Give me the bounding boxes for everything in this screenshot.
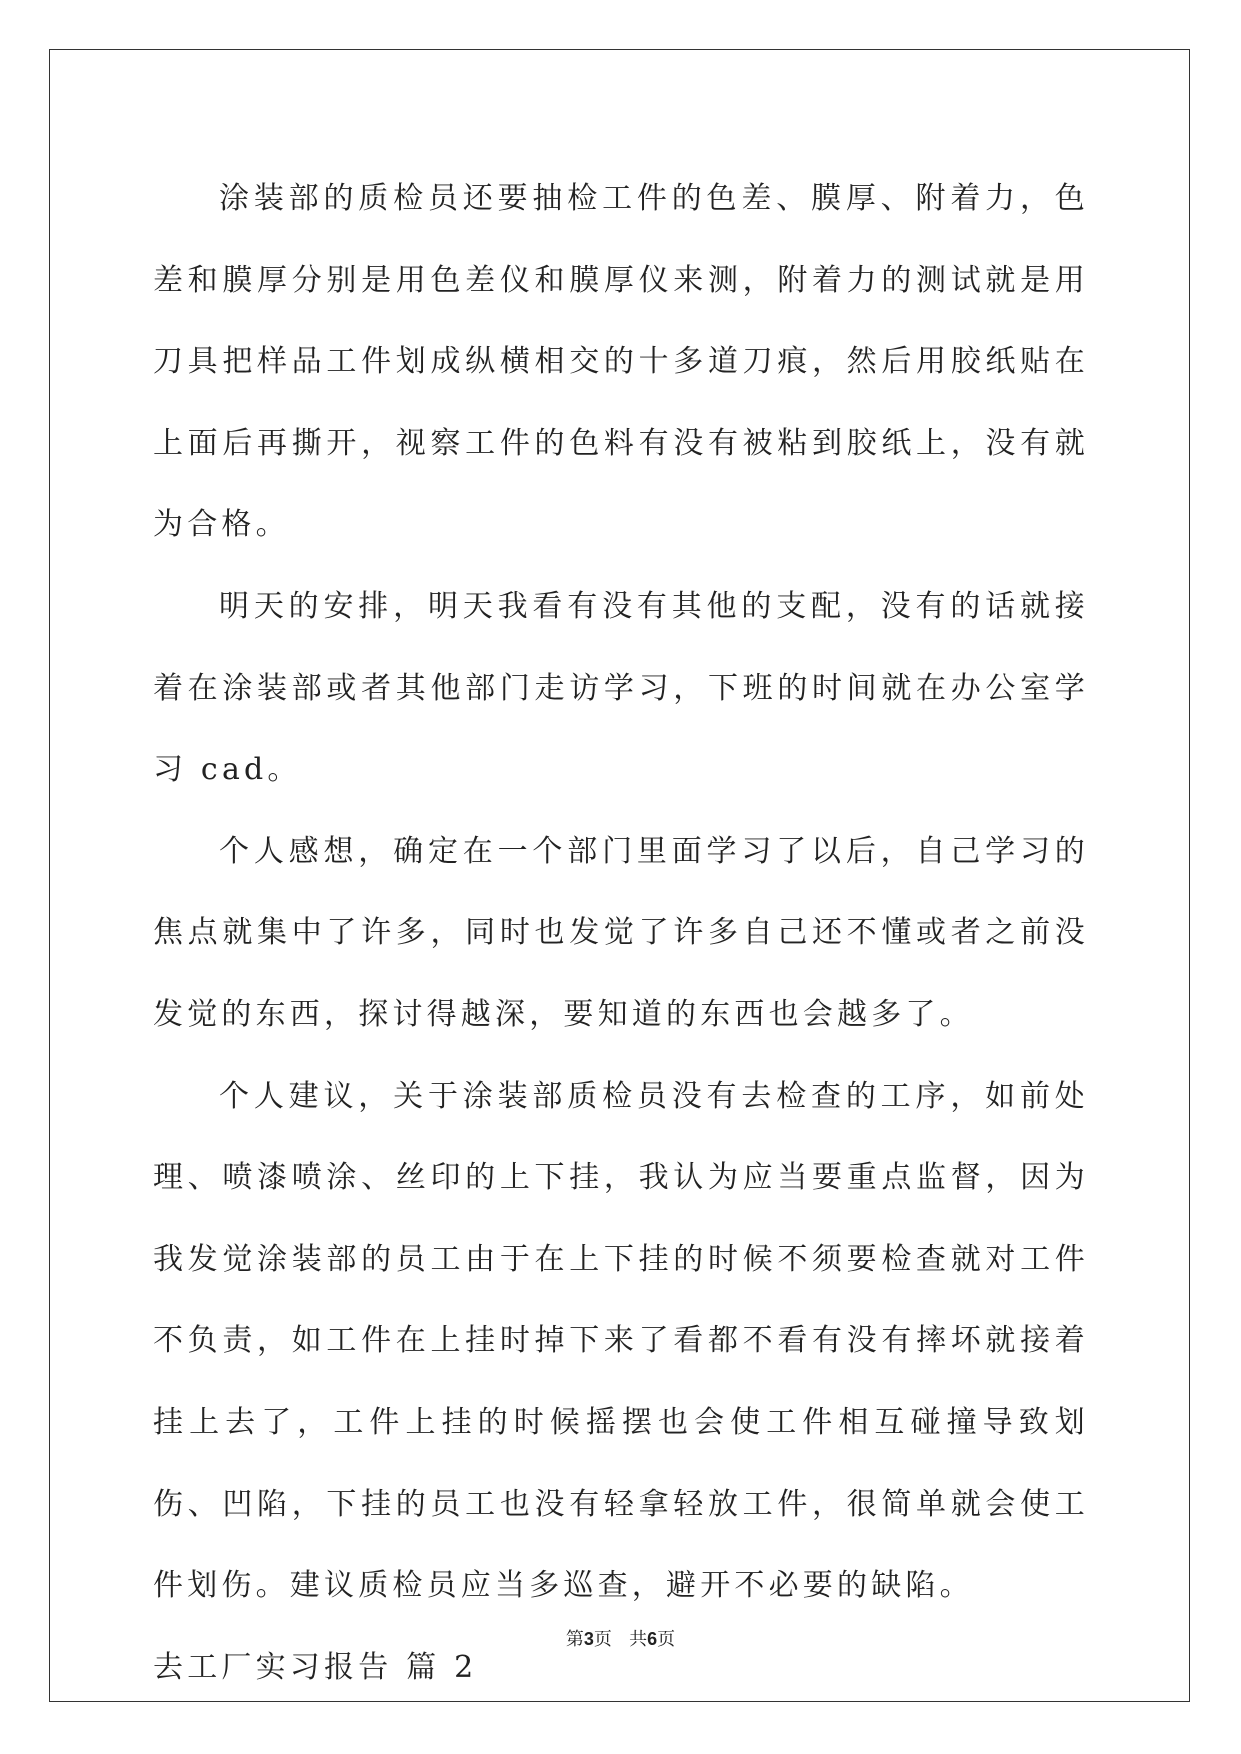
footer-suffix: 页 [657, 1629, 676, 1650]
paragraph-quality-inspection: 涂装部的质检员还要抽检工件的色差、膜厚、附着力，色差和膜厚分别是用色差仪和膜厚仪来测，附着力的测试就是用刀具把样品工件划成纵横相交的十多道刀痕，然后用胶纸贴在上面后再撕开，视察工件的色料有没有被粘到胶纸上，没有就为合格。 [153, 181, 1089, 543]
paragraph-personal-suggestion: 个人建议，关于涂装部质检员没有去检查的工序，如前处理、喷漆喷涂、丝印的上下挂，我认为应当要重点监督，因为我发觉涂装部的员工由于在上下挂的时候不须要检查就对工件不负责，如工件在上挂时掉下来了看都不看有没有摔坏就接着挂上去了，工件上挂的时候摇摆也会使工件相互碰撞导致划伤、凹陷，下挂的员工也没有轻拿轻放工件，很简单就会使工件划伤。建议质检员应当多巡查，避开不必要的缺陷。 [153, 1078, 1089, 1604]
paragraph-tomorrow-plan: 明天的安排，明天我看有没有其他的支配，没有的话就接着在涂装部或者其他部门走访学习，下班的时间就在办公室学习 cad。 [153, 588, 1089, 788]
section-heading: 去工厂实习报告 篇 2 [153, 1649, 478, 1685]
document-body [153, 158, 1089, 1708]
paragraph-personal-thoughts: 个人感想，确定在一个部门里面学习了以后，自己学习的焦点就集中了许多，同时也发觉了许多自己还不懂或者之前没发觉的东西，探讨得越深，要知道的东西也会越多了。 [153, 833, 1089, 1032]
footer-mid: 页 共 [593, 1629, 648, 1650]
page-footer [0, 1627, 1241, 1652]
current-page-number: 3 [583, 1629, 594, 1649]
total-page-number: 6 [647, 1629, 658, 1649]
footer-prefix: 第 [565, 1629, 584, 1650]
